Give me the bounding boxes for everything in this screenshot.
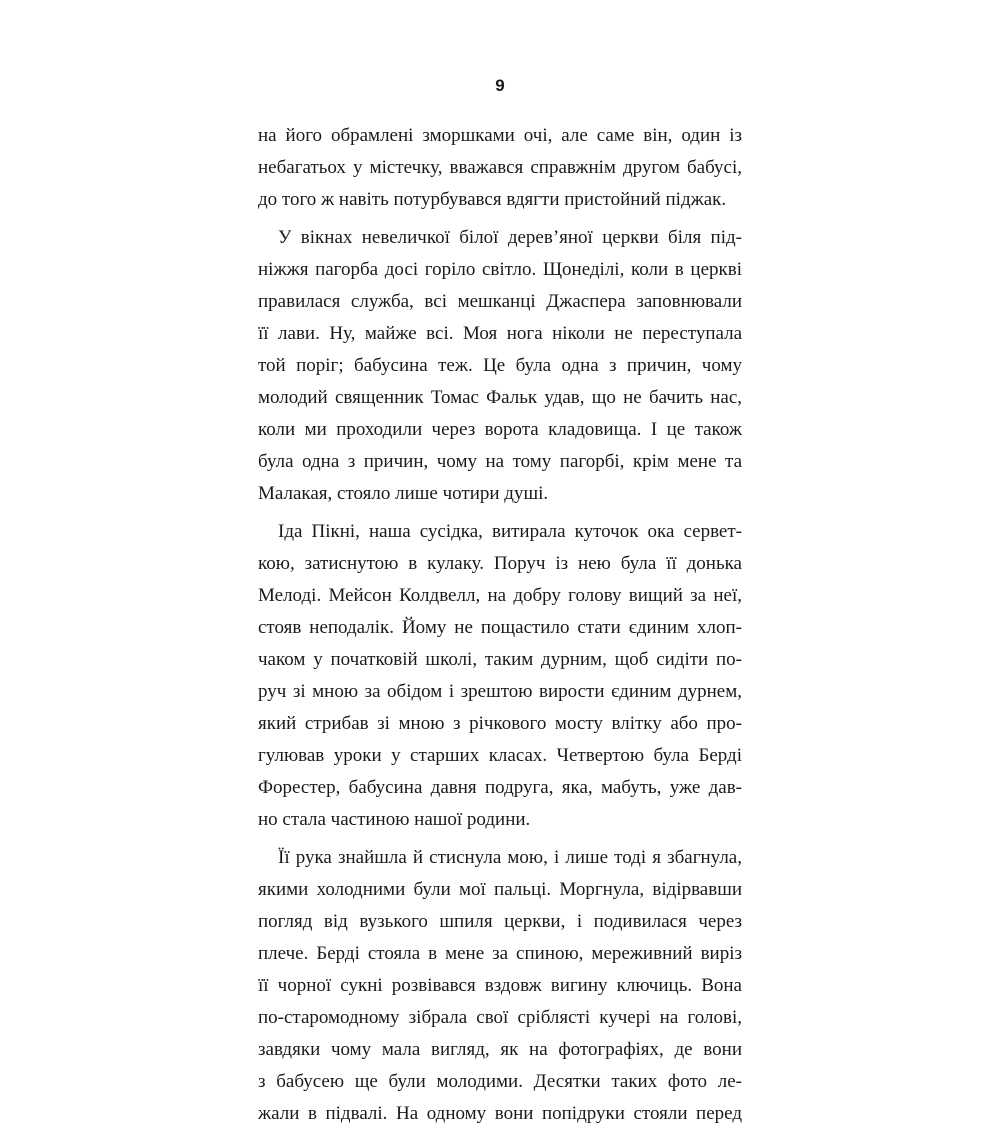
- text-line: стояв неподалік. Йому не пощастило стати єдиним хлоп-: [258, 617, 742, 638]
- text-line: руч зі мною за обідом і зрештою вирости єдиним дурнем,: [258, 681, 742, 702]
- text-line: У вікнах невеличкої білої дерев’яної церкви біля під-: [278, 227, 742, 248]
- text-line: Мелоді. Мейсон Колдвелл, на добру голову вищий за неї,: [258, 585, 742, 606]
- text-line: коли ми проходили через ворота кладовища. І це також: [258, 419, 742, 440]
- text-line: до того ж навіть потурбувався вдягти пристойний піджак.: [258, 189, 727, 210]
- text-line: но стала частиною нашої родини.: [258, 809, 531, 830]
- text-line: який стрибав зі мною з річкового мосту влітку або про-: [258, 713, 742, 734]
- paragraph: [258, 516, 742, 836]
- paragraph: [258, 120, 742, 216]
- text-line: Форестер, бабусина давня подруга, яка, мабуть, уже дав-: [258, 777, 742, 798]
- text-line: правилася служба, всі мешканці Джаспера заповнювали: [258, 291, 742, 312]
- text-line: погляд від вузького шпиля церкви, і подивилася через: [258, 911, 742, 932]
- text-line: плече. Берді стояла в мене за спиною, мереживний виріз: [258, 943, 742, 964]
- text-line: Іда Пікні, наша сусідка, витирала куточок ока сервет-: [278, 521, 742, 542]
- text-line: небагатьох у містечку, вважався справжнім другом бабусі,: [258, 157, 742, 178]
- text-line: кою, затиснутою в кулаку. Поруч із нею була її донька: [258, 553, 742, 574]
- text-line: Малакая, стояло лише чотири душі.: [258, 483, 549, 504]
- text-line: чаком у початковій школі, таким дурним, щоб сидіти по-: [258, 649, 742, 670]
- paragraph: [258, 842, 742, 1130]
- text-line: її чорної сукні розвівався вздовж вигину ключиць. Вона: [258, 975, 742, 996]
- page-number: 9: [495, 76, 505, 95]
- text-line: Її рука знайшла й стиснула мою, і лише тоді я збагнула,: [278, 847, 742, 868]
- text-line: завдяки чому мала вигляд, як на фотографіях, де вони: [258, 1039, 742, 1060]
- text-line: молодий священник Томас Фальк удав, що не бачить нас,: [258, 387, 742, 408]
- text-line: на його обрамлені зморшками очі, але саме він, один із: [258, 125, 742, 146]
- text-line: жали в підвалі. На одному вони попідруки стояли перед: [258, 1103, 742, 1124]
- text-line: якими холодними були мої пальці. Моргнула, відірвавши: [258, 879, 742, 900]
- paragraph: [258, 222, 742, 510]
- text-line: була одна з причин, чому на тому пагорбі, крім мене та: [258, 451, 742, 472]
- text-line: її лави. Ну, майже всі. Моя нога ніколи не переступала: [258, 323, 742, 344]
- text-line: з бабусею ще були молодими. Десятки таких фото ле-: [258, 1071, 742, 1092]
- text-line: гулював уроки у старших класах. Четвертою була Берді: [258, 745, 742, 766]
- text-line: по-старомодному зібрала свої сріблясті кучері на голові,: [258, 1007, 742, 1028]
- text-body: [258, 120, 742, 1130]
- text-line: ніжжя пагорба досі горіло світло. Щонеділі, коли в церкві: [258, 259, 742, 280]
- text-line: той поріг; бабусина теж. Це була одна з причин, чому: [258, 355, 742, 376]
